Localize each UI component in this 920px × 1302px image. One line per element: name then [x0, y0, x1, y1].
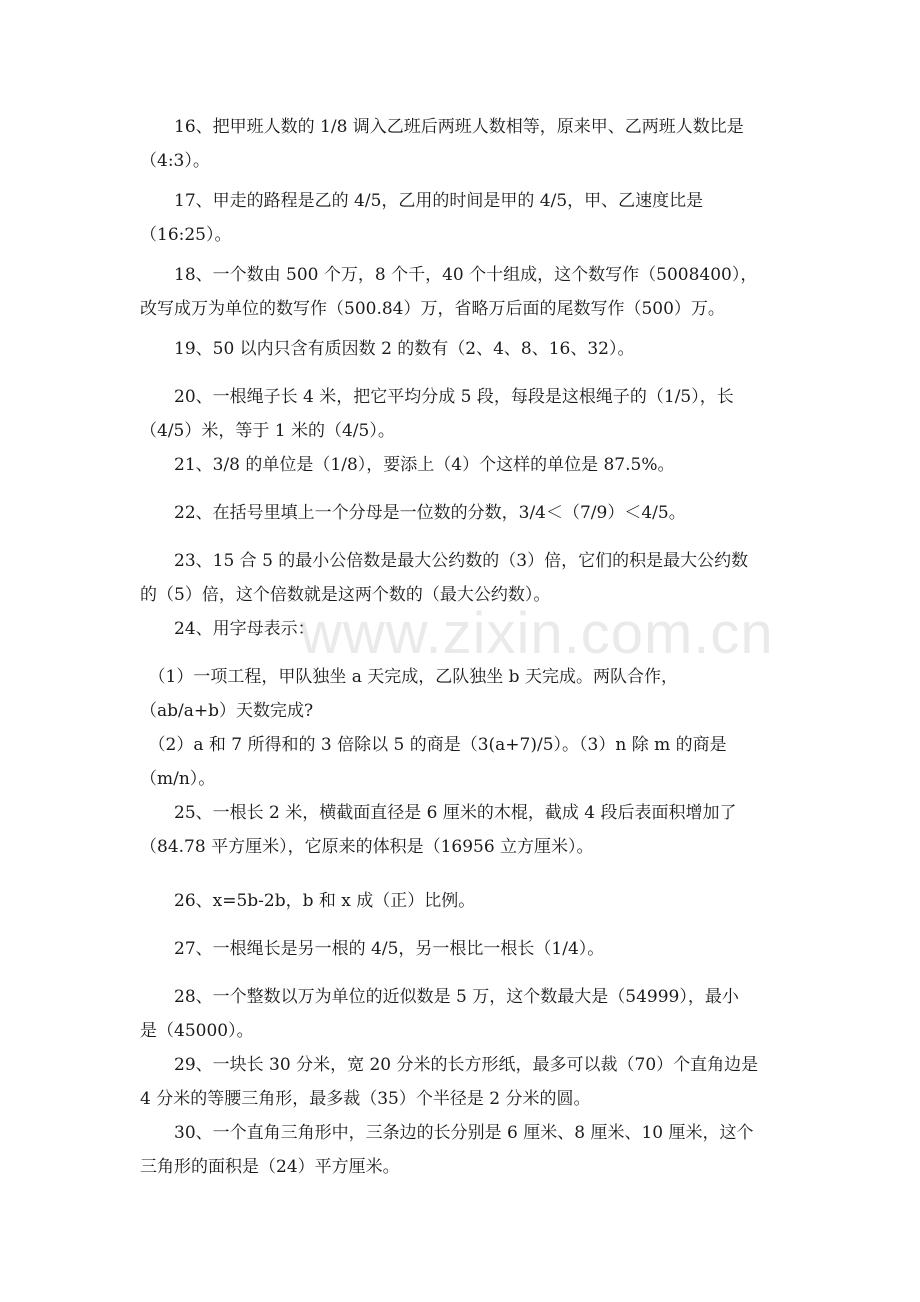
- question-line: 16、把甲班人数的 1/8 调入乙班后两班人数相等，原来甲、乙两班人数比是: [140, 117, 744, 137]
- question-item: [140, 884, 782, 918]
- question-line: （2）a 和 7 所得和的 3 倍除以 5 的商是（3(a+7)/5）。（3）n 除 m 的商是: [140, 735, 727, 755]
- question-item: [140, 258, 782, 326]
- question-line: 28、一个整数以万为单位的近似数是 5 万，这个数最大是（54999），最小: [140, 987, 739, 1007]
- question-item: [140, 1048, 782, 1116]
- question-line: （4:3）。: [140, 151, 210, 171]
- question-item: [140, 380, 782, 448]
- question-line: 19、50 以内只含有质因数 2 的数有（2、4、8、16、32）。: [140, 339, 635, 359]
- question-item: [140, 932, 782, 966]
- question-line: （ab/a+b）天数完成?: [140, 701, 314, 721]
- question-item: [140, 332, 782, 366]
- question-line: 29、一块长 30 分米，宽 20 分米的长方形纸，最多可以裁（70）个直角边是: [140, 1055, 759, 1075]
- question-line: （84.78 平方厘米），它原来的体积是（16956 立方厘米）。: [140, 837, 594, 857]
- question-line: 24、用字母表示：: [140, 619, 315, 639]
- question-line: （4/5）米，等于 1 米的（4/5）。: [140, 421, 395, 441]
- question-item: [140, 1116, 782, 1184]
- question-line: 23、15 合 5 的最小公倍数是最大公约数的（3）倍，它们的积是最大公约数: [140, 551, 749, 571]
- question-line: （1）一项工程，甲队独坐 a 天完成，乙队独坐 b 天完成。两队合作，: [140, 667, 678, 687]
- question-item: [140, 110, 782, 178]
- question-item: [140, 728, 782, 796]
- question-line: 21、3/8 的单位是（1/8），要添上（4）个这样的单位是 87.5%。: [140, 455, 675, 475]
- question-item: [140, 796, 782, 864]
- question-item: [140, 544, 782, 612]
- question-line: 是（45000）。: [140, 1021, 254, 1041]
- question-line: 18、一个数由 500 个万，8 个千，40 个十组成，这个数写作（5008400），: [140, 265, 758, 285]
- question-line: 改写成万为单位的数写作（500.84）万，省略万后面的尾数写作（500）万。: [140, 299, 725, 319]
- question-item: [140, 612, 782, 646]
- question-line: 25、一根长 2 米，横截面直径是 6 厘米的木棍，截成 4 段后表面积增加了: [140, 803, 737, 823]
- question-line: （m/n）。: [140, 769, 216, 789]
- watermark: www.zixin.com.cn: [300, 601, 774, 666]
- question-line: 22、在括号里填上一个分母是一位数的分数，3/4＜（7/9）＜4/5。: [140, 503, 686, 523]
- question-line: 30、一个直角三角形中，三条边的长分别是 6 厘米、8 厘米、10 厘米，这个: [140, 1123, 754, 1143]
- question-item: [140, 448, 782, 482]
- question-item: [140, 184, 782, 252]
- question-line: 27、一根绳长是另一根的 4/5，另一根比一根长（1/4）。: [140, 939, 605, 959]
- question-line: （16:25）。: [140, 225, 232, 245]
- question-line: 26、x=5b-2b，b 和 x 成（正）比例。: [140, 891, 476, 911]
- question-line: 4 分米的等腰三角形，最多裁（35）个半径是 2 分米的圆。: [140, 1089, 591, 1109]
- question-line: 的（5）倍，这个倍数就是这两个数的（最大公约数）。: [140, 585, 551, 605]
- question-item: [140, 660, 782, 728]
- question-item: [140, 980, 782, 1048]
- question-item: [140, 496, 782, 530]
- question-line: 三角形的面积是（24）平方厘米。: [140, 1157, 400, 1177]
- question-line: 17、甲走的路程是乙的 4/5，乙用的时间是甲的 4/5，甲、乙速度比是: [140, 191, 704, 211]
- question-line: 20、一根绳子长 4 米，把它平均分成 5 段，每段是这根绳子的（1/5），长: [140, 387, 734, 407]
